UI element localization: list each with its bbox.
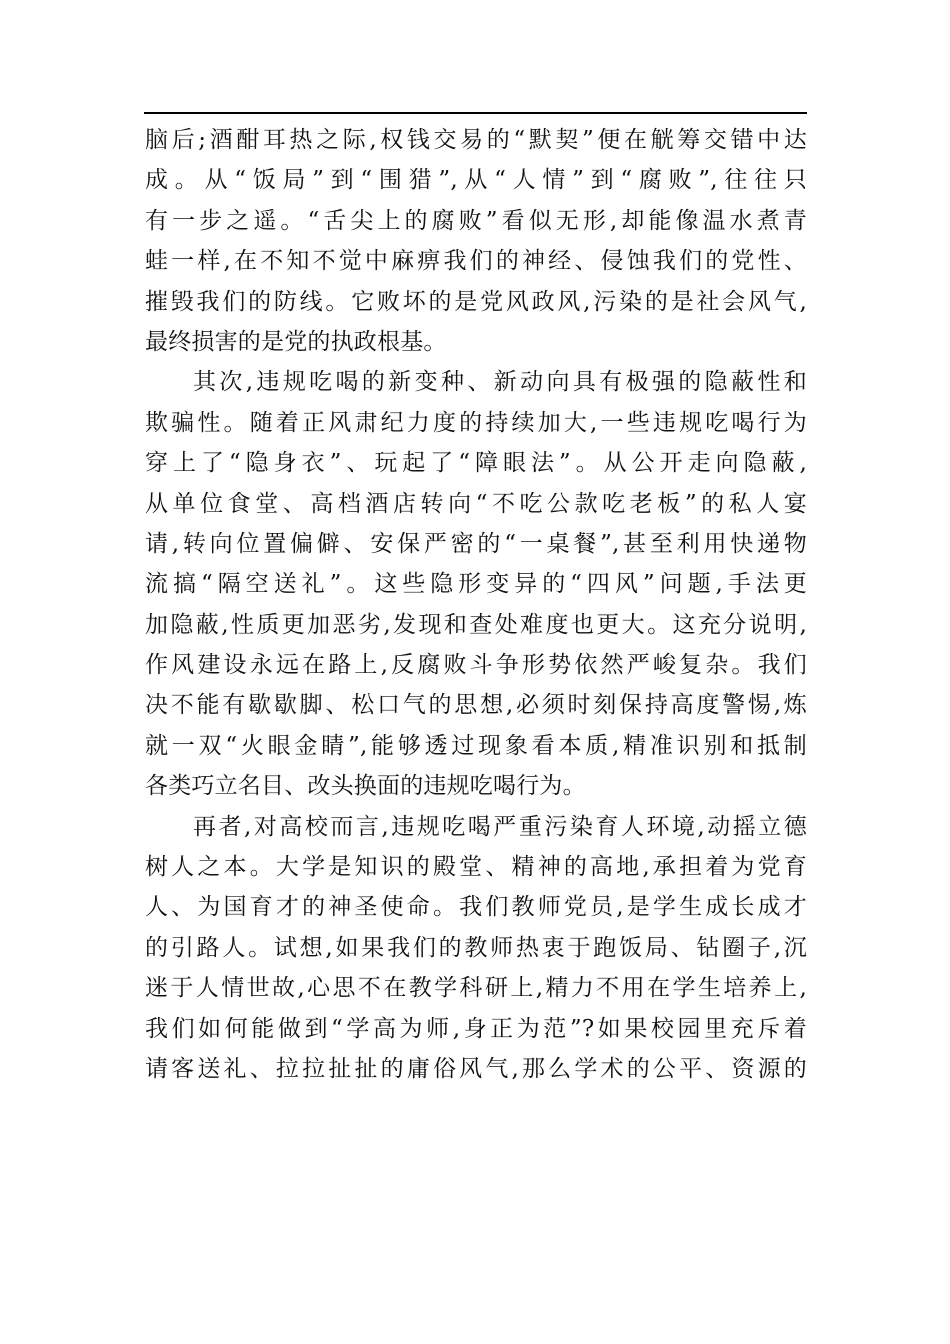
text-line: 有一步之遥。“舌尖上的腐败”看似无形,却能像温水煮青 bbox=[145, 207, 807, 234]
text-line: 脑后;酒酣耳热之际,权钱交易的“默契”便在觥筹交错中达 bbox=[145, 127, 807, 153]
text-line: 欺骗性。随着正风肃纪力度的持续加大,一些违规吃喝行为 bbox=[145, 409, 807, 436]
text-line: 我们如何能做到“学高为师,身正为范”?如果校园里充斥着 bbox=[145, 1015, 807, 1042]
text-line: 从单位食堂、高档酒店转向“不吃公款吃老板”的私人宴 bbox=[145, 490, 807, 517]
text-line: 决不能有歇歇脚、松口气的思想,必须时刻保持高度警惕,炼 bbox=[145, 692, 807, 719]
text-line: 请,转向位置偏僻、安保严密的“一桌餐”,甚至利用快递物 bbox=[145, 530, 807, 557]
text-line: 的引路人。试想,如果我们的教师热衷于跑饭局、钻圈子,沉 bbox=[145, 934, 807, 961]
text-line: 成。从“饭局”到“围猎”,从“人情”到“腐败”,往往只 bbox=[145, 167, 807, 194]
body-text bbox=[145, 120, 807, 1089]
paragraph-start-line: 其次,违规吃喝的新变种、新动向具有极强的隐蔽性和 bbox=[193, 369, 807, 396]
text-line: 流搞“隔空送礼”。这些隐形变异的“四风”问题,手法更 bbox=[145, 571, 807, 598]
text-line: 迷于人情世故,心思不在教学科研上,精力不用在学生培养上, bbox=[145, 975, 807, 1002]
header-rule bbox=[144, 112, 807, 114]
paragraph-end-line: 最终损害的是党的执政根基。 bbox=[145, 328, 447, 355]
text-line: 树人之本。大学是知识的殿堂、精神的高地,承担着为党育 bbox=[145, 854, 807, 881]
text-line: 穿上了“隐身衣”、玩起了“障眼法”。从公开走向隐蔽, bbox=[145, 450, 807, 477]
paragraph-start-line: 再者,对高校而言,违规吃喝严重污染育人环境,动摇立德 bbox=[193, 813, 807, 840]
paragraph-end-line: 各类巧立名目、改头换面的违规吃喝行为。 bbox=[145, 773, 586, 800]
text-line: 请客送礼、拉拉扯扯的庸俗风气,那么学术的公平、资源的 bbox=[145, 1055, 807, 1082]
text-line: 摧毁我们的防线。它败坏的是党风政风,污染的是社会风气, bbox=[145, 288, 807, 315]
text-line: 作风建设永远在路上,反腐败斗争形势依然严峻复杂。我们 bbox=[145, 652, 807, 679]
text-line: 加隐蔽,性质更加恶劣,发现和查处难度也更大。这充分说明, bbox=[145, 611, 807, 638]
text-line: 蛙一样,在不知不觉中麻痹我们的神经、侵蚀我们的党性、 bbox=[145, 248, 807, 275]
text-line: 就一双“火眼金睛”,能够透过现象看本质,精准识别和抵制 bbox=[145, 732, 807, 759]
text-line: 人、为国育才的神圣使命。我们教师党员,是学生成长成才 bbox=[145, 894, 807, 921]
